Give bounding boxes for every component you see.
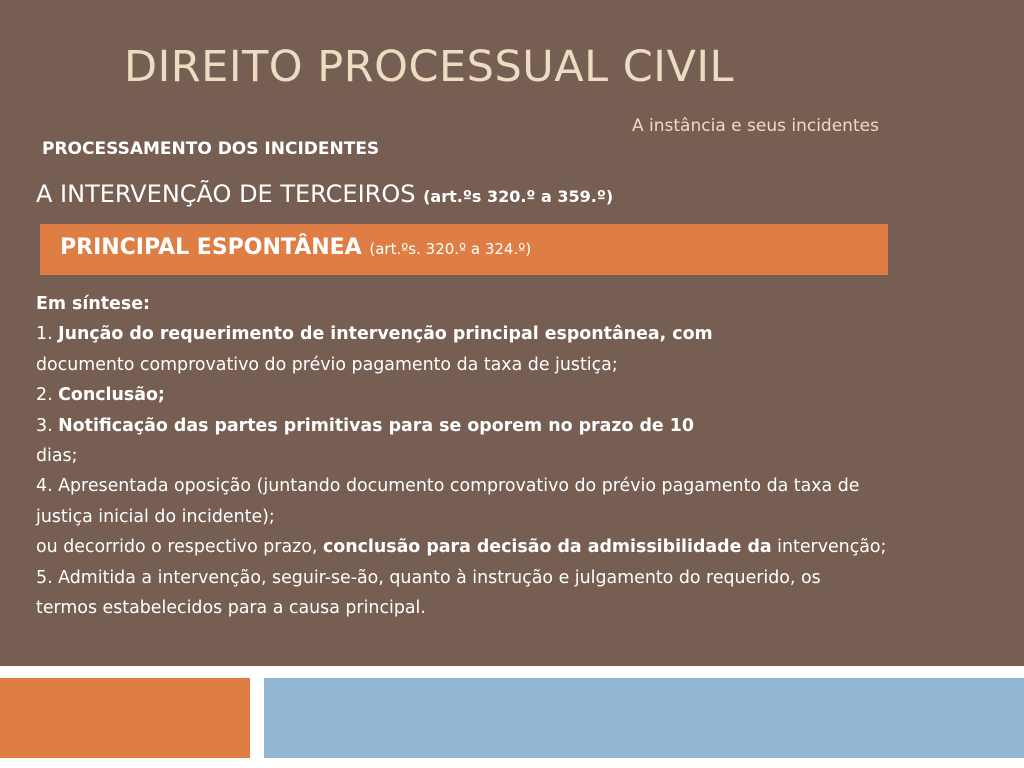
heading-reference: (art.ºs 320.º a 359.º)	[423, 187, 614, 206]
list-item-1: 1. Junção do requerimento de intervenção principal espontânea, com	[36, 324, 713, 345]
list-item-4-line-2: justiça inicial do incidente);	[36, 506, 275, 527]
footer-accent-orange	[0, 678, 250, 758]
body-text	[36, 289, 1011, 623]
section-label: PROCESSAMENTO DOS INCIDENTES	[42, 139, 380, 159]
list-item-3: 3. Notificação das partes primitivas para se oporem no prazo de 10	[36, 415, 694, 436]
list-item-3-continuation: dias;	[36, 446, 78, 467]
slide-subtitle: A instância e seus incidentes	[632, 116, 879, 136]
banner-title	[60, 235, 531, 260]
list-item-4: 4. Apresentada oposição (juntando documento comprovativo do prévio pagamento da taxa de	[36, 476, 860, 497]
banner-reference: (art.ºs. 320.º a 324.º)	[369, 240, 532, 258]
section-heading	[36, 180, 613, 208]
list-item-4-line-3: ou decorrido o respectivo prazo, conclusão para decisão da admissibilidade da intervenção;	[36, 537, 887, 558]
footer-accent-blue	[264, 678, 1024, 758]
topic-banner	[40, 224, 888, 275]
slide-title: DIREITO PROCESSUAL CIVIL	[124, 42, 735, 92]
list-item-5-line-2: termos estabelecidos para a causa principal.	[36, 598, 426, 619]
list-item-1-continuation: documento comprovativo do prévio pagamento da taxa de justiça;	[36, 354, 618, 375]
body-intro: Em síntese:	[36, 294, 150, 314]
banner-text: PRINCIPAL ESPONTÂNEA	[60, 235, 370, 260]
list-item-5: 5. Admitida a intervenção, seguir-se-ão, quanto à instrução e julgamento do requerido, os	[36, 567, 821, 588]
heading-text: A INTERVENÇÃO DE TERCEIROS	[36, 180, 424, 208]
list-item-2: 2. Conclusão;	[36, 385, 165, 406]
